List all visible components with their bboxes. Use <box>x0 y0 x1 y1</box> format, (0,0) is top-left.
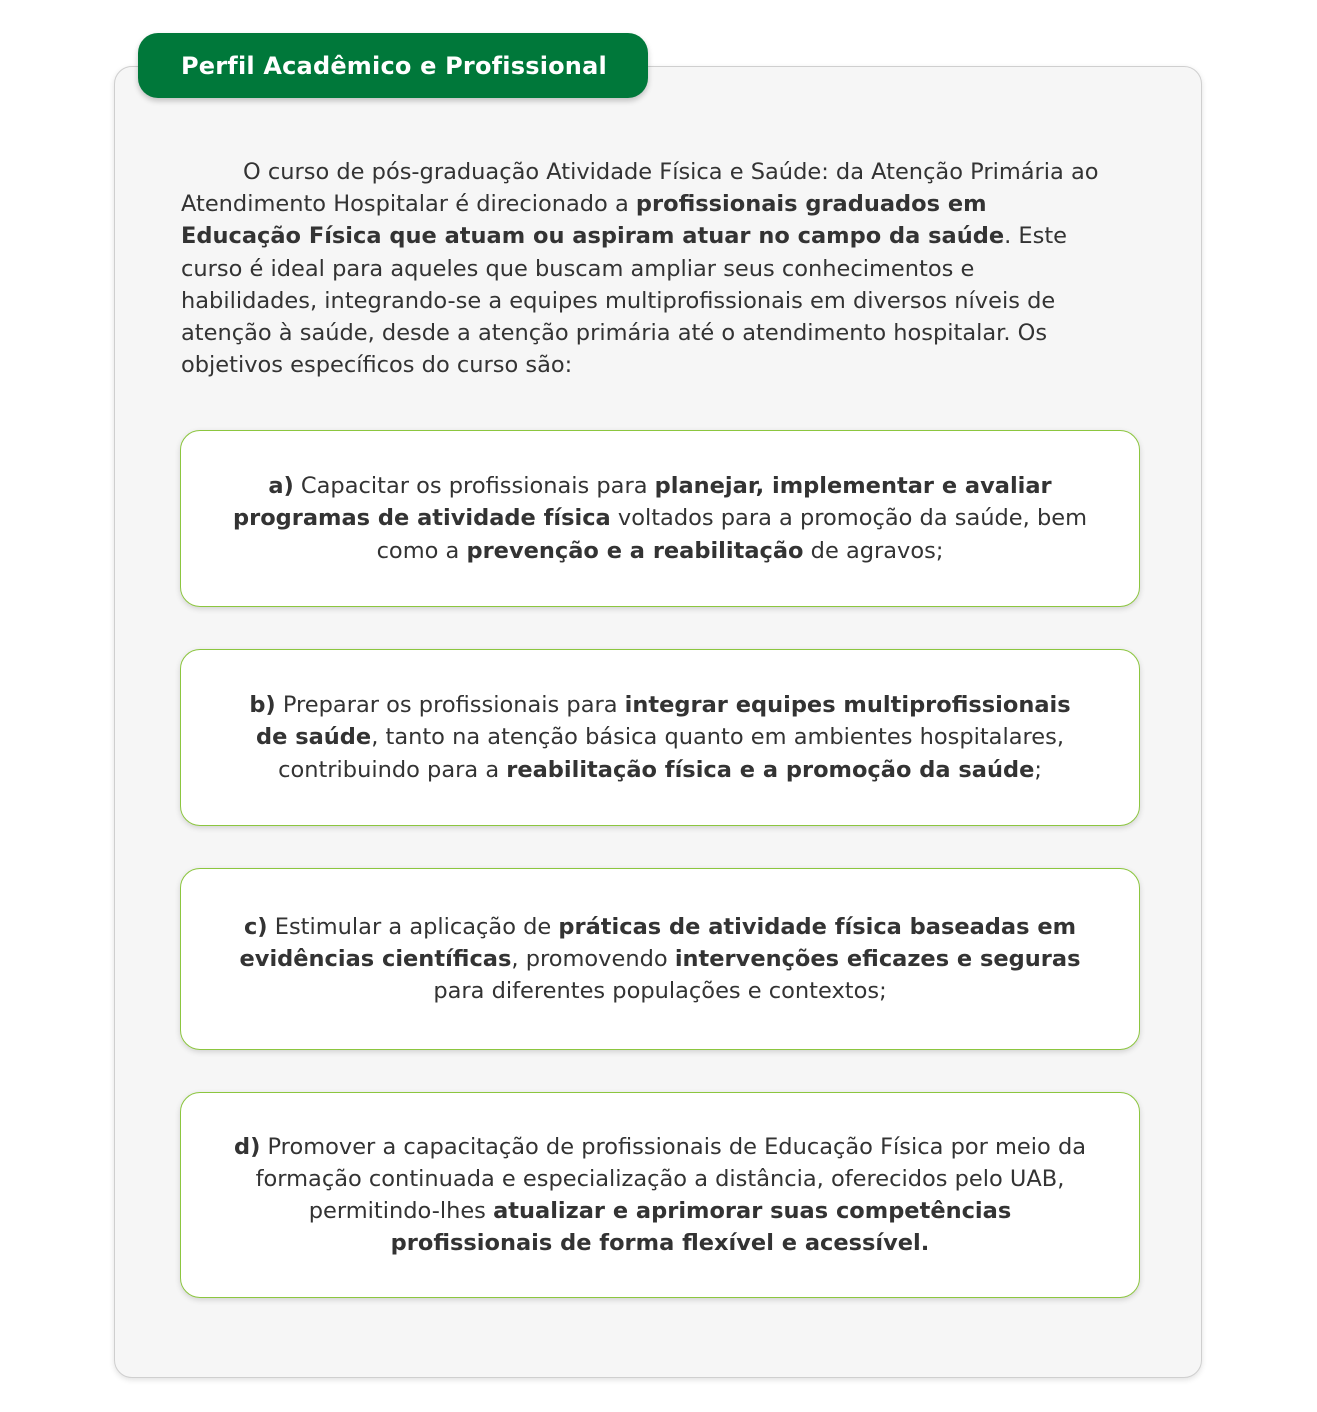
objective-c-text-2: , promovendo <box>511 945 675 972</box>
objective-label-c: c) <box>243 913 268 940</box>
objective-text-d <box>230 1131 1090 1260</box>
objective-a-text-2: voltados para a promoção da saúde, bem como a <box>376 505 1087 564</box>
objective-card-a <box>180 430 1140 607</box>
objective-b-text-3: ; <box>1034 756 1042 783</box>
objective-c-text-3: para diferentes populações e contextos; <box>433 978 887 1005</box>
objective-card-d <box>180 1092 1140 1298</box>
objective-a-text-1: Capacitar os profissionais para <box>293 473 655 500</box>
section-header-tab <box>138 33 648 98</box>
objective-b-bold-2: reabilitação física e a promoção da saúde <box>506 756 1035 783</box>
objective-card-b <box>180 649 1140 826</box>
objective-a-bold-1: planejar, implementar e avaliar programas de atividade física <box>233 473 1052 532</box>
objective-text-a <box>230 470 1090 567</box>
objective-label-a: a) <box>268 473 294 500</box>
intro-paragraph <box>181 156 1113 381</box>
objective-b-text-1: Preparar os profissionais para <box>275 692 625 719</box>
intro-bold-1: profissionais graduados em Educação Física que atuam ou aspiram atuar no campo da saúde <box>181 191 1005 250</box>
objective-c-bold-2: intervenções eficazes e seguras <box>674 945 1081 972</box>
objective-c-bold-1: práticas de atividade física baseadas em evidências científicas <box>239 913 1077 972</box>
objective-a-text-3: de agravos; <box>803 537 944 564</box>
objective-d-text-1: Promover a capacitação de profissionais de Educação Física por meio da formação continuada e especialização a distância, oferecidos pelo UAB, permitindo-lhes <box>255 1133 1087 1224</box>
objective-card-c <box>180 868 1140 1050</box>
objective-label-b: b) <box>249 692 276 719</box>
objective-label-d: d) <box>233 1133 261 1160</box>
objective-a-bold-2: prevenção e a reabilitação <box>466 537 804 564</box>
intro-text-1: O curso de pós-graduação Atividade Física e Saúde: da Atenção Primária ao Atendimento Hospitalar é direcionado a <box>181 159 1099 218</box>
objective-b-bold-1: integrar equipes multiprofissionais de saúde <box>256 692 1071 751</box>
objective-b-text-2: , tanto na atenção básica quanto em ambientes hospitalares, contribuindo para a <box>278 724 1064 783</box>
section-title: Perfil Acadêmico e Profissional <box>181 51 607 80</box>
objective-text-c <box>230 911 1090 1008</box>
objective-c-text-1: Estimular a aplicação de <box>267 913 559 940</box>
objective-d-bold-1: atualizar e aprimorar suas competências profissionais de forma flexível e acessível. <box>390 1198 1012 1257</box>
objective-text-b <box>230 689 1090 786</box>
intro-text-2: . Este curso é ideal para aqueles que buscam ampliar seus conhecimentos e habilidades, integrando-se a equipes multiprofissionais em diversos níveis de atenção à saúde, desde a atenção primária até o atendimento hospitalar. Os objetivos específicos do curso são: <box>181 223 1068 379</box>
